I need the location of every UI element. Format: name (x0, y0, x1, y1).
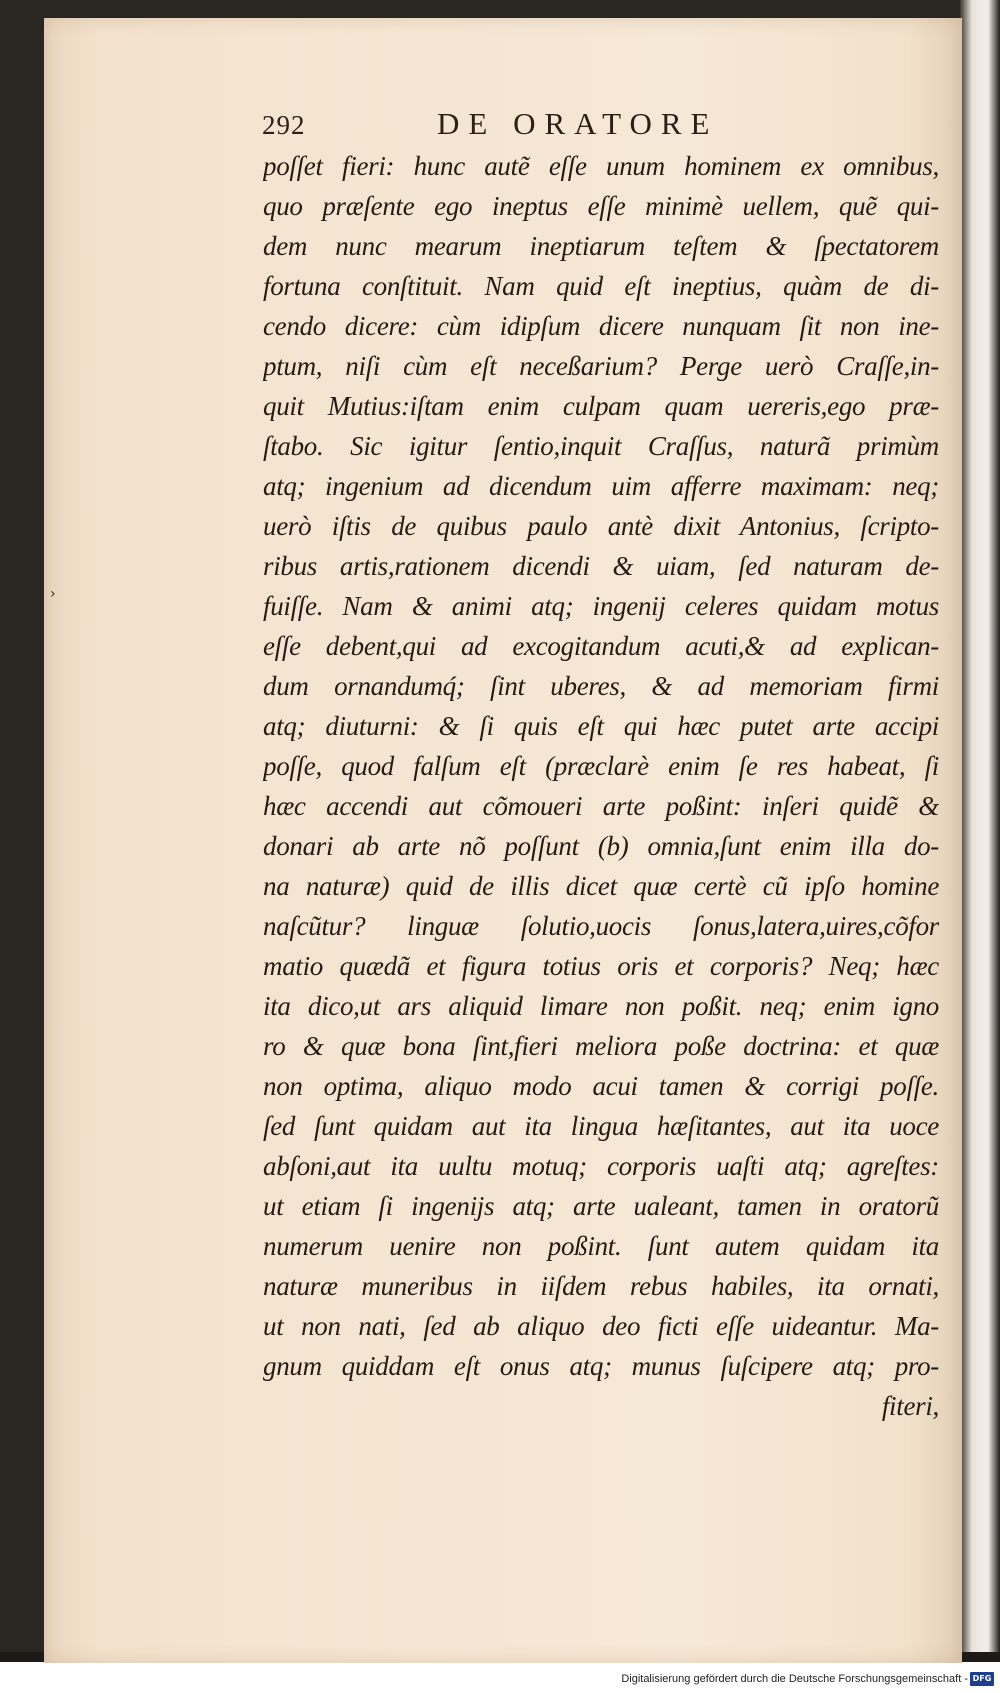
text-line: donari ab arte nõ poſſunt (b) omnia,ſunt enim illa do- (263, 831, 939, 861)
text-line: ptum, niſi cùm eſt neceßarium? Perge uerò Craſſe,in- (263, 351, 939, 381)
text-line: ro & quæ bona ſint,fieri meliora poße doctrina: et quæ (263, 1031, 939, 1061)
text-line: ſed ſunt quidam aut ita lingua hæſitantes, aut ita uoce (263, 1111, 939, 1141)
text-line: eſſe debent,qui ad excogitandum acuti,& ad explican- (263, 631, 939, 661)
text-line: quit Mutius:iſtam enim culpam quam uereris,ego præ- (263, 391, 939, 421)
text-line: uerò iſtis de quibus paulo antè dixit Antonius, ſcripto- (263, 511, 939, 541)
text-line: atq; ingenium ad dicendum uim afferre maximam: neq; (263, 471, 939, 501)
text-line: naturæ muneribus in iiſdem rebus habiles, ita ornati, (263, 1271, 939, 1301)
page-number: 292 (262, 110, 306, 140)
text-line: matio quædã et figura totius oris et corporis? Neq; hæc (263, 951, 939, 981)
text-line: dum ornandumq́; ſint uberes, & ad memoriam firmi (263, 671, 939, 701)
text-line: ſtabo. Sic igitur ſentio,inquit Craſſus, naturã primùm (263, 431, 939, 461)
text-line: ita dico,ut ars aliquid limare non poßit. neq; enim igno (263, 991, 939, 1021)
text-line: fiteri, (881, 1391, 939, 1421)
book-fore-edge (960, 0, 1000, 1660)
margin-mark: › (50, 586, 56, 602)
text-line: na naturæ) quid de illis dicet quæ certè cũ ipſo homine (263, 871, 939, 901)
running-head: DE ORATORE (437, 106, 719, 141)
text-line: quo præſente ego ineptus eſſe minimè uellem, quẽ qui- (263, 191, 939, 221)
body-text (263, 146, 939, 1426)
text-line: numerum uenire non poßint. ſunt autem quidam ita (263, 1231, 939, 1261)
text-line: poſſet fieri: hunc autẽ eſſe unum hominem ex omnibus, (263, 151, 939, 181)
text-line: ribus artis,rationem dicendi & uiam, ſed naturam de- (263, 551, 939, 581)
text-line: gnum quiddam eſt onus atq; munus ſuſcipere atq; pro- (263, 1351, 939, 1381)
text-line: naſcũtur? linguæ ſolutio,uocis ſonus,latera,uires,cõfor (263, 911, 939, 941)
text-line: ut non nati, ſed ab aliquo deo ficti eſſe uideantur. Ma- (263, 1311, 939, 1341)
text-line: dem nunc mearum ineptiarum teſtem & ſpectatorem (263, 231, 939, 261)
text-line: non optima, aliquo modo acui tamen & corrigi poſſe. (263, 1071, 939, 1101)
text-line: ut etiam ſi ingenijs atq; arte ualeant, tamen in oratorũ (263, 1191, 939, 1221)
dfg-logo: DFG (970, 1672, 994, 1686)
text-line: cendo dicere: cùm idipſum dicere nunquam ſit non ine- (263, 311, 939, 341)
text-line: hæc accendi aut cõmoueri arte poßint: inſeri quidẽ & (263, 791, 939, 821)
text-line: poſſe, quod falſum eſt (præclarè enim ſe res habeat, ſi (263, 751, 939, 781)
text-line: fuiſſe. Nam & animi atq; ingenij celeres quidam motus (263, 591, 939, 621)
text-line: atq; diuturni: & ſi quis eſt qui hæc putet arte accipi (263, 711, 939, 741)
text-line: fortuna conſtituit. Nam quid eſt ineptius, quàm de di- (263, 271, 939, 301)
footer-bar (0, 1670, 1000, 1693)
footer-credit: Digitalisierung gefördert durch die Deutsche Forschungsgemeinschaft - (621, 1673, 968, 1685)
text-line: abſoni,aut ita uultu motuq; corporis uaſti atq; agreſtes: (263, 1151, 939, 1181)
